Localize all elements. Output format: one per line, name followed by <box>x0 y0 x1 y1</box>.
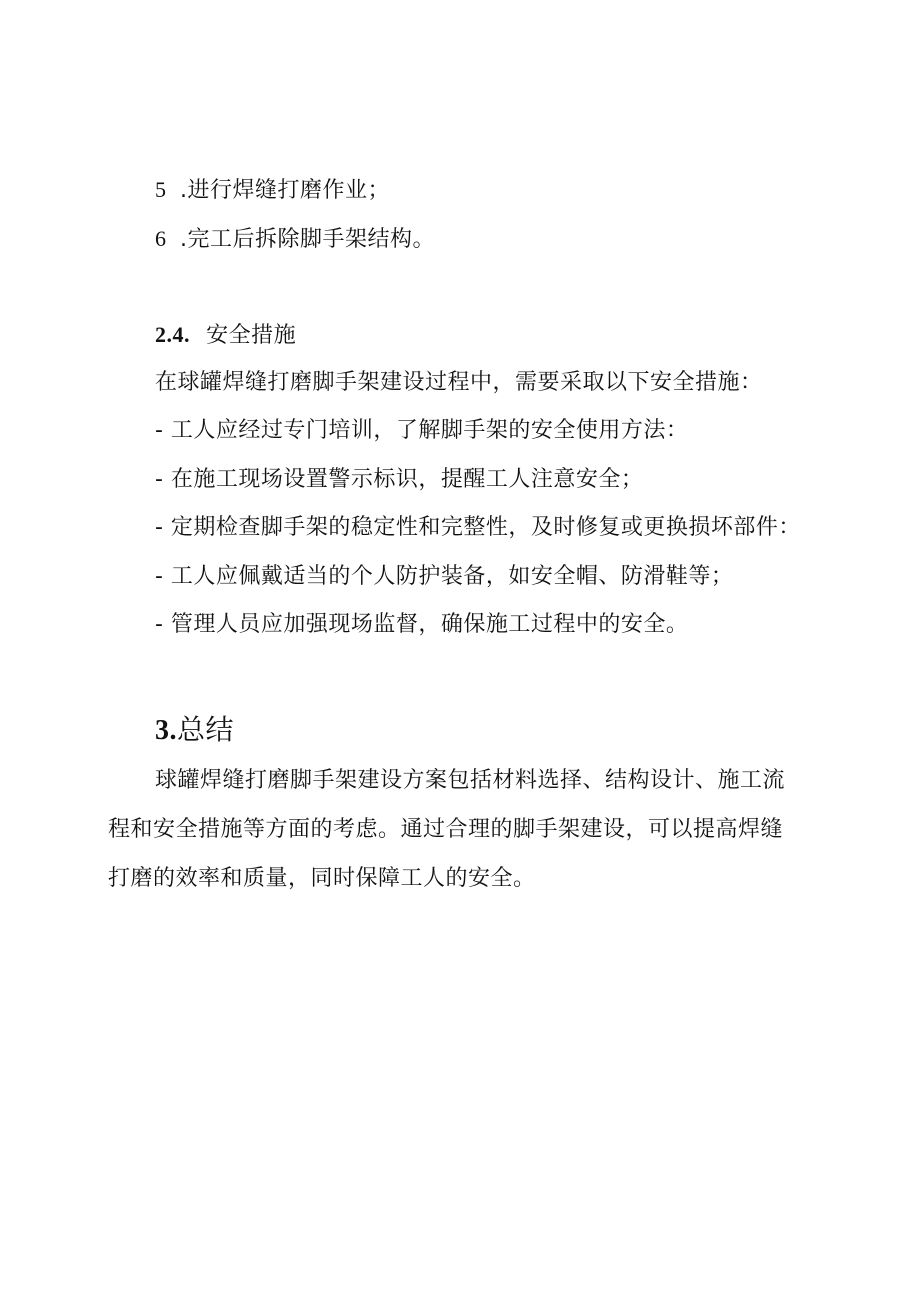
step-number: 5 <box>155 177 167 202</box>
paragraph-line: 球罐焊缝打磨脚手架建设方案包括材料选择、结构设计、施工流 <box>155 768 786 793</box>
section-heading-2-4 <box>155 320 296 351</box>
bullet-item: - 管理人员应加强现场监督，确保施工过程中的安全。 <box>155 612 689 637</box>
section-number: 3. <box>155 715 177 746</box>
bullet-item: - 定期检查脚手架的稳定性和完整性，及时修复或更换损坏部件： <box>155 515 801 540</box>
bullet-item: - 在施工现场设置警示标识，提醒工人注意安全； <box>155 467 644 492</box>
bullet-item: - 工人应经过专门培训，了解脚手架的安全使用方法： <box>155 418 689 443</box>
step-text: .完工后拆除脚手架结构。 <box>180 227 435 252</box>
step-item <box>155 175 390 206</box>
bullet-item: - 工人应佩戴适当的个人防护装备，如安全帽、防滑鞋等； <box>155 564 734 589</box>
step-text: .进行焊缝打磨作业； <box>180 178 390 203</box>
section-intro: 在球罐焊缝打磨脚手架建设过程中，需要采取以下安全措施： <box>155 370 763 395</box>
paragraph-line: 打磨的效率和质量，同时保障工人的安全。 <box>108 866 536 891</box>
section-title: 总结 <box>177 713 235 746</box>
step-number: 6 <box>155 226 167 251</box>
paragraph-line: 程和安全措施等方面的考虑。通过合理的脚手架建设，可以提高焊缝 <box>108 817 784 842</box>
step-item <box>155 224 435 255</box>
section-number: 2.4. <box>155 322 190 347</box>
section-heading-3 <box>155 712 234 749</box>
section-title: 安全措施 <box>206 323 297 348</box>
